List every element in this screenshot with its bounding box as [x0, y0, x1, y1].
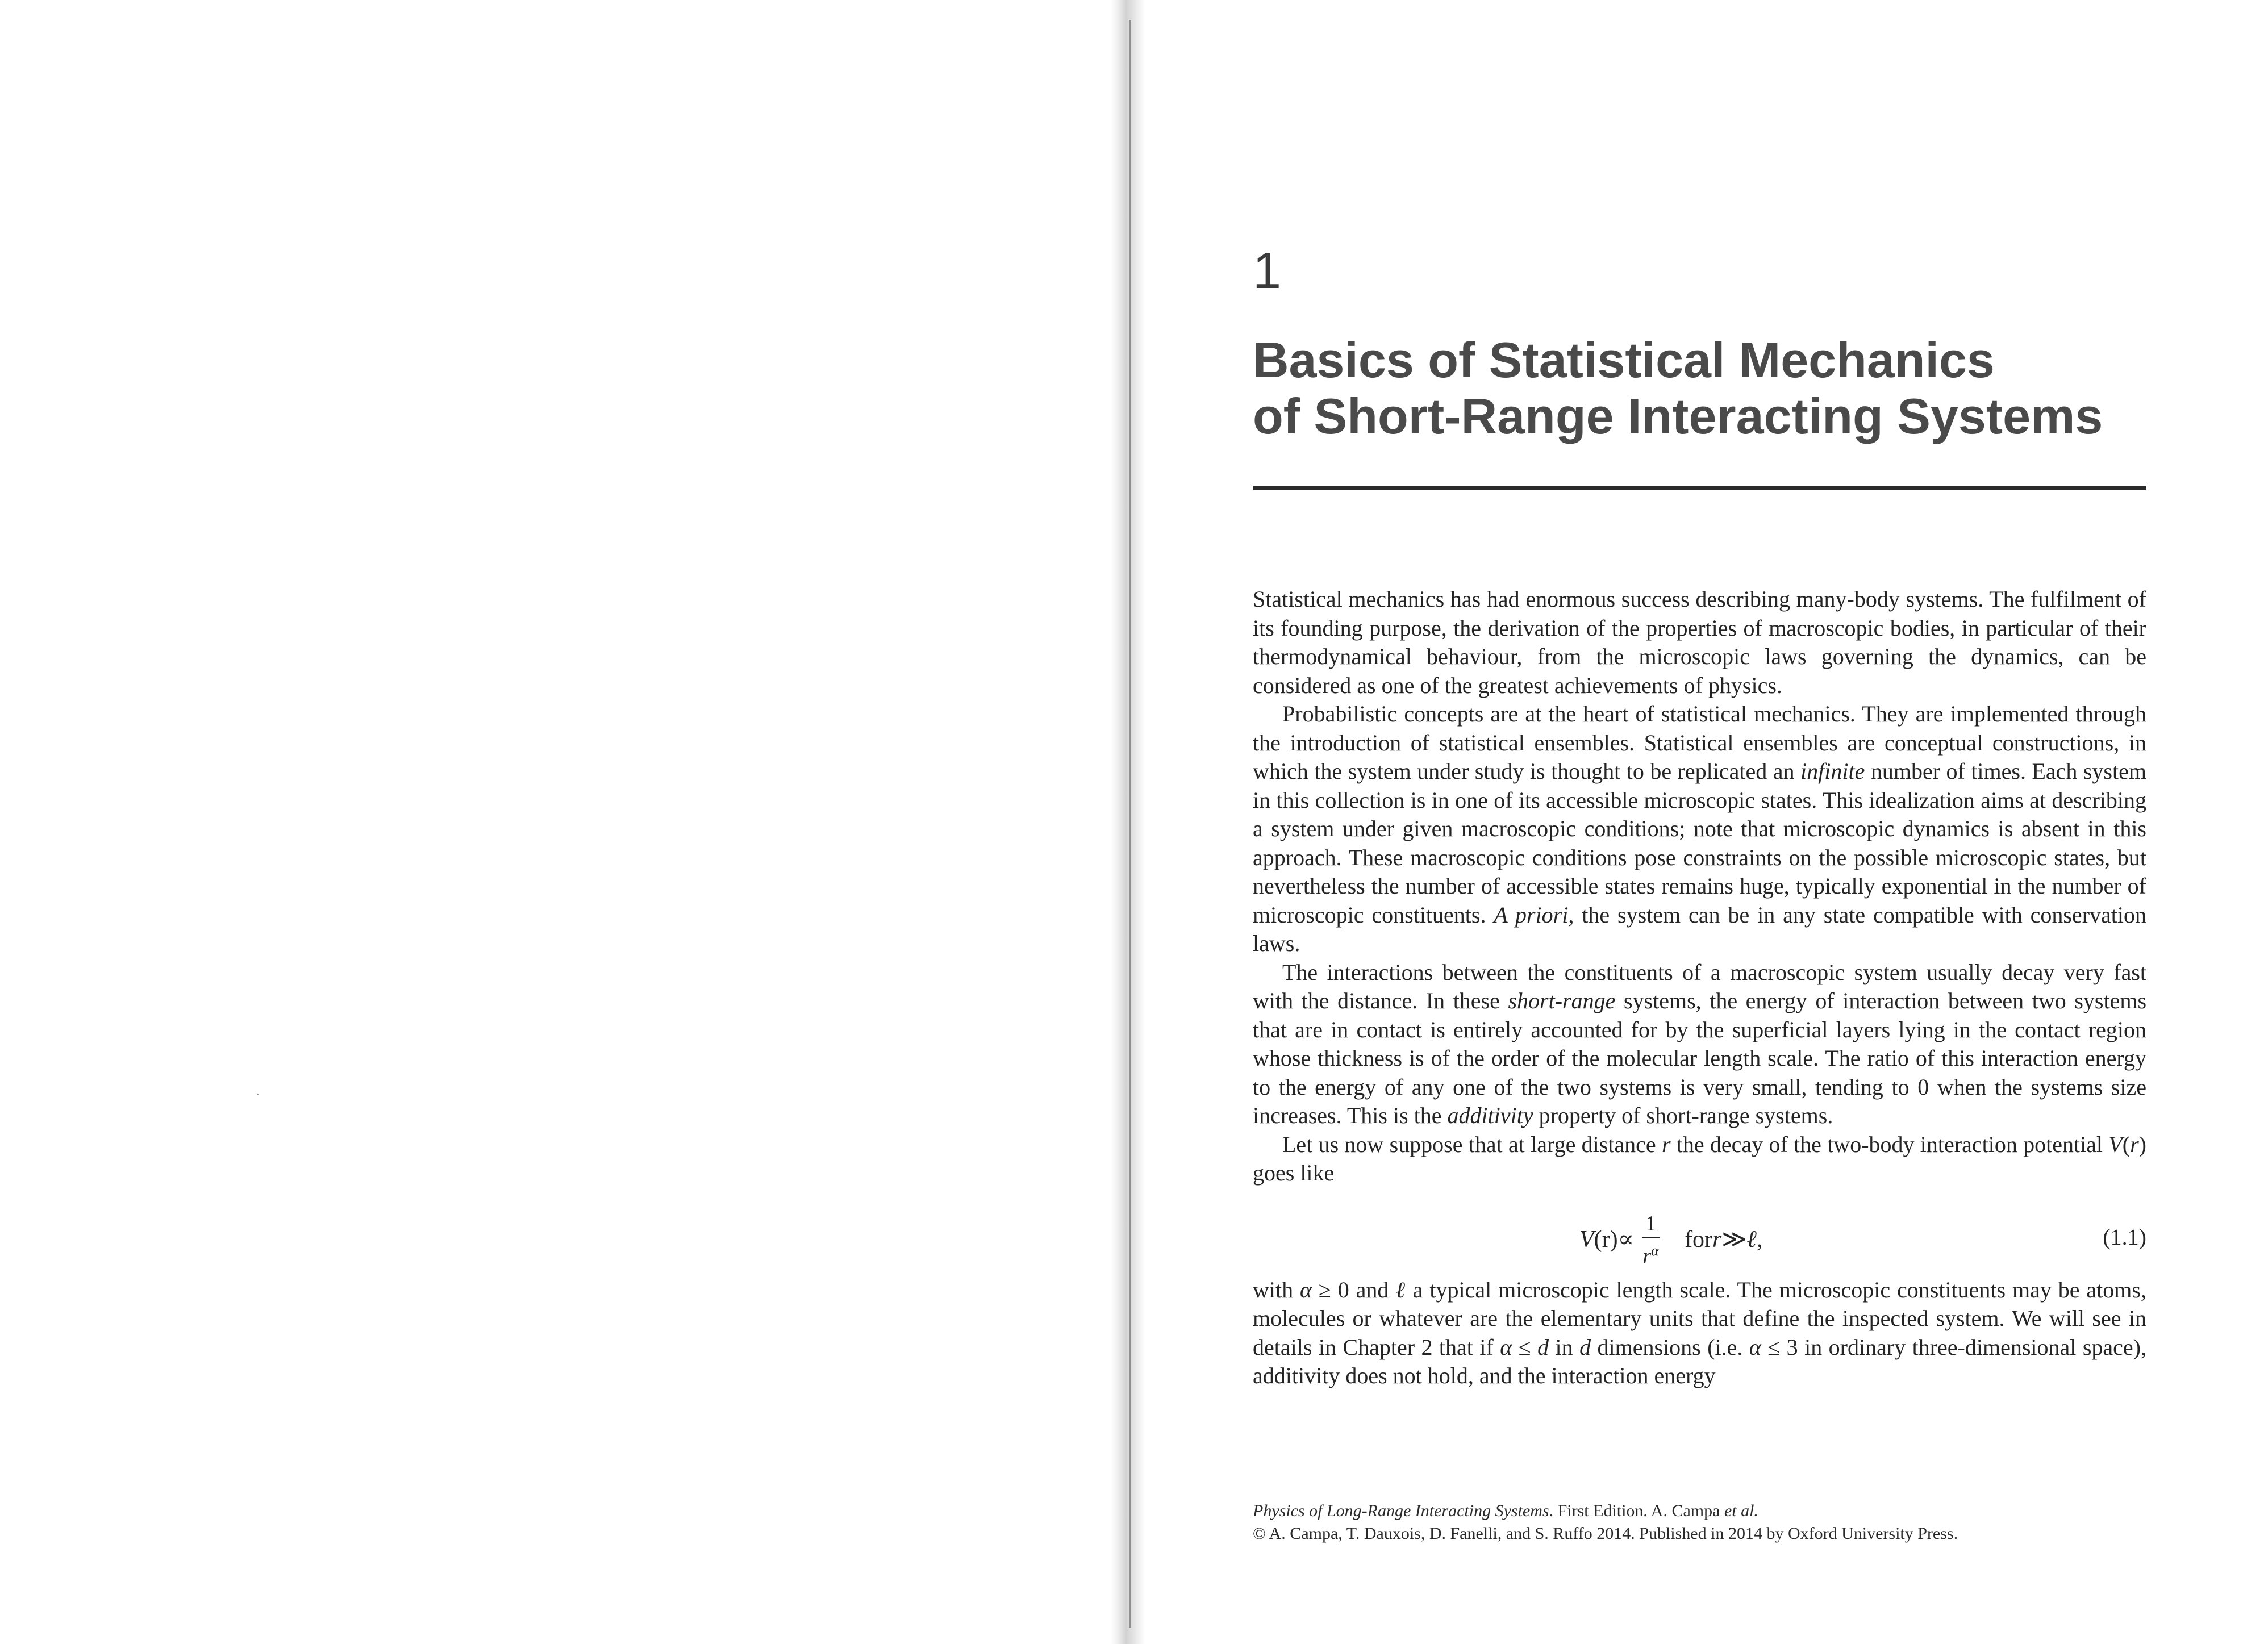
paragraph-5: with α ≥ 0 and ℓ a typical microscopic length scale. The microscopic constituents may be atoms, molecules or whatever are the elementary units that define the inspected system. We will see in details in Chapter 2 that if α ≤ d in d dimensions (i.e. α ≤ 3 in ordinary three-dimensional space), additivity does not hold, and the interaction energy [1253, 1276, 2146, 1388]
chapter-title-line-1: Basics of Statistical Mechanics [1253, 332, 1995, 388]
equation-fraction: $\frac{1}{r^\alpha}$ [1642, 1211, 1659, 1269]
paragraph-2: Probabilistic concepts are at the heart of statistical mechanics. They are implemented through the introduction of statistical ensembles. Statistical ensembles are conceptual constructions, in which the system under study is thought to be replicated an infinite number of times. Each system in this collection is in one of its accessible microscopic states. This idealization aims at describing a system under given macroscopic conditions; note that microscopic dynamics is absent in this approach. These macroscopic conditions pose constraints on the possible microscopic states, but nevertheless the number of accessible states remains huge, typically exponential in the number of microscopic constituents. A priori, the system can be in any state compatible with conservation laws. [1253, 701, 2146, 956]
chapter-title-line-2: of Short-Range Interacting Systems [1253, 387, 2103, 444]
paragraph-1: Statistical mechanics has had enormous success describing many-body systems. The fulfilment of its founding purpose, the derivation of the properties of macroscopic bodies, in particular of their thermodynamical behaviour, from the microscopic laws governing the dynamics, can be considered as one of the greatest achievements of physics. [1253, 586, 2146, 698]
body-text [1253, 585, 2146, 1391]
left-blank-page [0, 0, 1122, 1644]
title-rule [1253, 486, 2146, 490]
chapter-title [1253, 332, 2162, 444]
book-gutter-shadow [1111, 0, 1145, 1644]
equation-1-1: V (r) ∝ $\frac{1}{r^\alpha}$ for r ≫ ℓ , [1579, 1211, 1763, 1269]
equation-block [1253, 1188, 2146, 1276]
paragraph-4: Let us now suppose that at large distance r the decay of the two-body interaction potential V(r) goes like [1253, 1131, 2146, 1186]
chapter-number: 1 [1253, 243, 1282, 299]
equation-number: (1.1) [2103, 1224, 2146, 1250]
footer-citation: Physics of Long-Range Interacting Systems. First Edition. A. Campa et al. [1253, 1501, 1758, 1520]
book-gutter-line [1129, 20, 1131, 1628]
scan-speck [257, 1094, 259, 1095]
page-footer [1253, 1500, 2162, 1545]
paragraph-3: The interactions between the constituents of a macroscopic system usually decay very fast with the distance. In these short-range systems, the energy of interaction between two systems that are in contact is entirely accounted for by the superficial layers lying in the contact region whose thickness is of the order of the molecular length scale. The ratio of this interaction energy to the energy of any one of the two systems is very small, tending to 0 when the systems size increases. This is the additivity property of short-range systems. [1253, 959, 2147, 1128]
footer-copyright: © A. Campa, T. Dauxois, D. Fanelli, and S. Ruffo 2014. Published in 2014 by Oxford University Press. [1253, 1524, 1958, 1543]
